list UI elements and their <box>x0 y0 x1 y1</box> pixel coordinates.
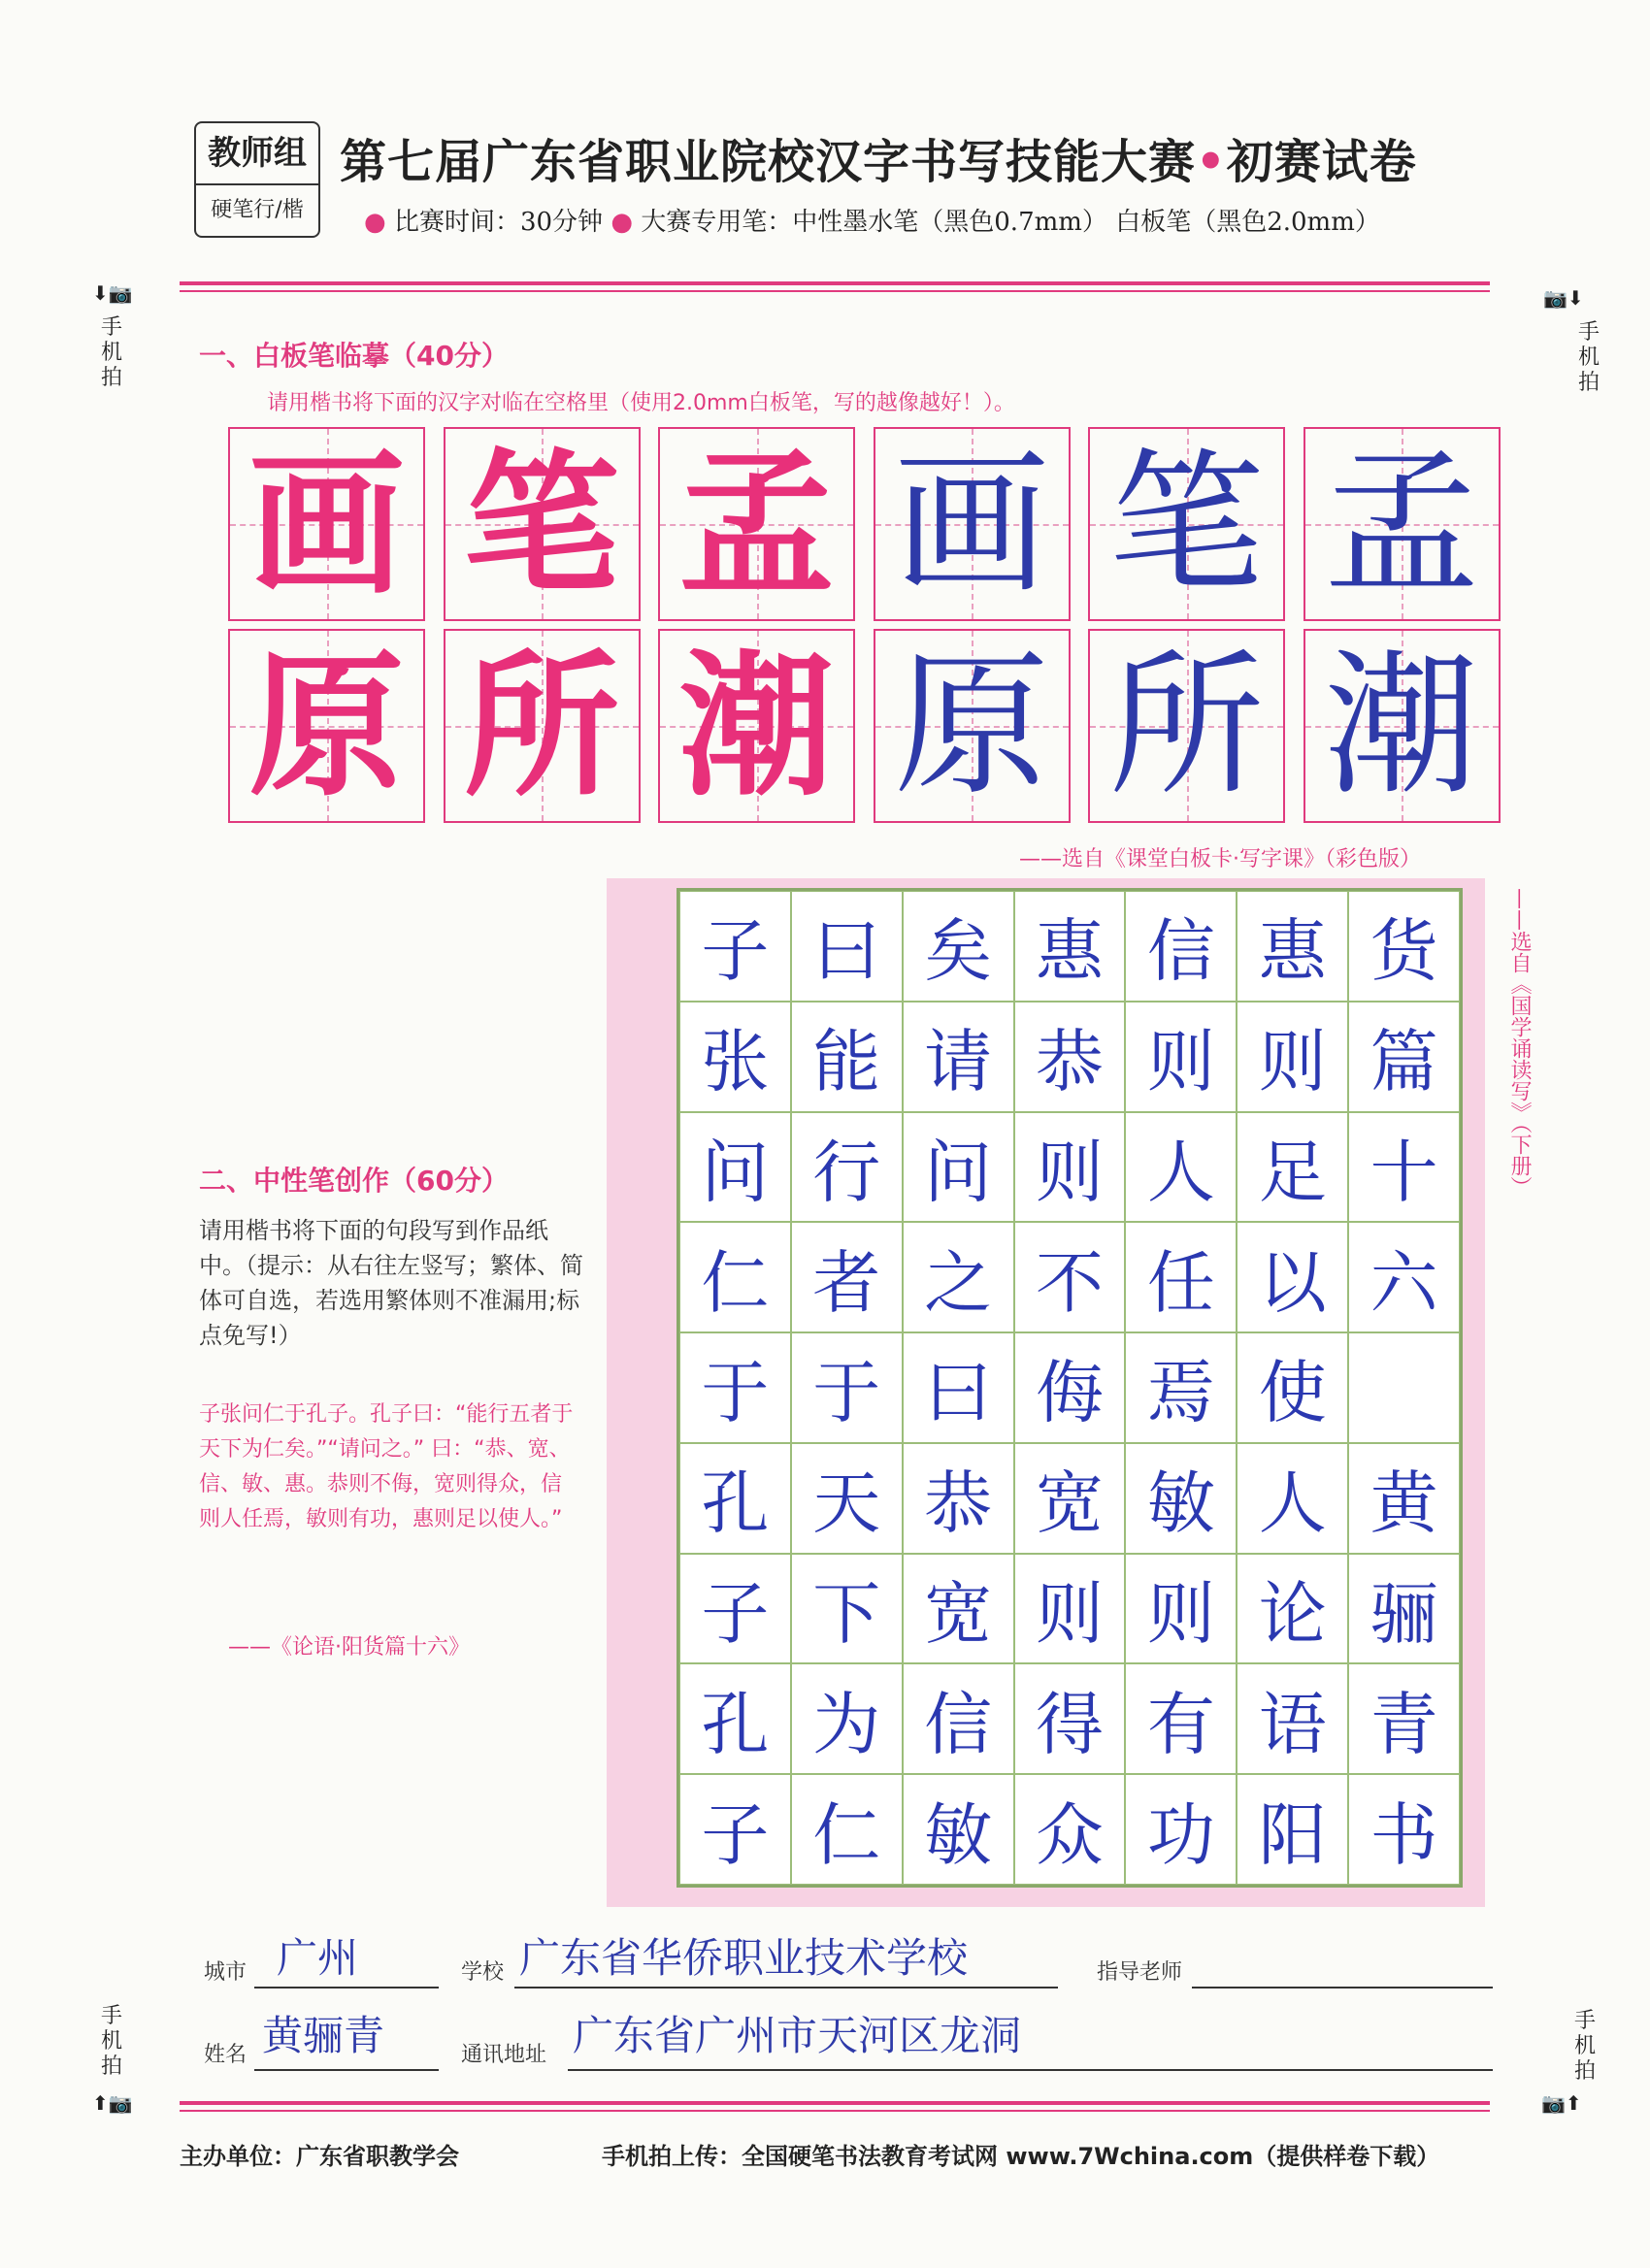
grid-cell[interactable]: 则 <box>1237 1002 1348 1112</box>
group-badge <box>194 121 320 238</box>
grid-cell[interactable]: 则 <box>1014 1112 1126 1223</box>
city-label: 城市 <box>204 1960 248 1985</box>
grid-cell[interactable]: 矣 <box>903 891 1014 1002</box>
name-underline <box>254 2069 439 2071</box>
grid-cell[interactable]: 则 <box>1125 1554 1237 1664</box>
grid-cell[interactable]: 仁 <box>791 1774 903 1885</box>
grid-cell[interactable]: 骊 <box>1348 1554 1460 1664</box>
school-underline <box>514 1987 1058 1989</box>
grid-cell[interactable]: 仁 <box>679 1222 791 1332</box>
grid-cell[interactable]: 人 <box>1125 1112 1237 1223</box>
grid-cell[interactable]: 阳 <box>1237 1774 1348 1885</box>
bullet-icon: ● <box>364 208 386 237</box>
grid-cell[interactable]: 焉 <box>1125 1332 1237 1443</box>
section2-instruction: 请用楷书将下面的句段写到作品纸中。（提示：从右往左竖写；繁体、简体可自选，若选用繁体则不准漏用;标点免写!） <box>199 1217 583 1349</box>
title-dot: • <box>1196 135 1227 189</box>
school-label: 学校 <box>461 1960 505 1985</box>
grid-cell[interactable]: 功 <box>1125 1774 1237 1885</box>
practice-char-cell[interactable] <box>1088 629 1285 823</box>
model-char-cell <box>658 629 855 823</box>
city-underline <box>254 1987 439 1989</box>
grid-cell[interactable]: 恭 <box>1014 1002 1126 1112</box>
name-field[interactable]: 黄骊青 <box>262 2012 385 2059</box>
side-label-bottom-right: 手机拍 <box>1573 2009 1596 2084</box>
grid-cell[interactable]: 问 <box>903 1112 1014 1223</box>
char: 原 <box>248 635 405 817</box>
camera-icon: ⬇📷 <box>92 281 133 305</box>
work-paper-grid <box>676 888 1463 1888</box>
exam-info <box>364 202 1380 238</box>
grid-cell[interactable]: 信 <box>1125 891 1237 1002</box>
grid-cell[interactable]: 书 <box>1348 1774 1460 1885</box>
grid-cell[interactable]: 信 <box>903 1663 1014 1774</box>
grid-cell[interactable]: 之 <box>903 1222 1014 1332</box>
time-info: 比赛时间：30分钟 <box>393 208 604 237</box>
grid-cell[interactable]: 请 <box>903 1002 1014 1112</box>
grid-cell[interactable]: 孔 <box>679 1663 791 1774</box>
grid-cell[interactable]: 任 <box>1125 1222 1237 1332</box>
school-field[interactable]: 广东省华侨职业技术学校 <box>519 1934 969 1982</box>
pen-info: 大赛专用笔：中性墨水笔（黑色0.7mm） 白板笔（黑色2.0mm） <box>641 208 1380 237</box>
model-char-cell <box>444 629 641 823</box>
side-label-top-right: 手机拍 <box>1577 320 1600 395</box>
practice-char-cell[interactable] <box>874 427 1071 621</box>
model-char-cell <box>658 427 855 621</box>
bullet-icon: ● <box>610 208 633 237</box>
char: 画 <box>248 433 405 615</box>
grid-cell[interactable]: 论 <box>1237 1554 1348 1664</box>
teacher-underline <box>1192 1987 1493 1989</box>
char: 所 <box>1108 635 1265 816</box>
city-field[interactable]: 广州 <box>277 1934 359 1982</box>
bottom-divider <box>180 2101 1490 2105</box>
passage-source: ——《论语·阳货篇十六》 <box>228 1635 470 1660</box>
grid-cell[interactable]: 侮 <box>1014 1332 1126 1443</box>
grid-cell[interactable]: 六 <box>1348 1222 1460 1332</box>
grid-cell[interactable]: 人 <box>1237 1443 1348 1554</box>
grid-cell[interactable]: 于 <box>679 1332 791 1443</box>
section1-source: ——选自《课堂白板卡·写字课》（彩色版） <box>1019 847 1421 871</box>
grid-cell[interactable]: 于 <box>791 1332 903 1443</box>
model-char-cell <box>228 629 425 823</box>
char: 孟 <box>678 433 835 615</box>
top-divider <box>180 281 1490 285</box>
section2-title: 二、中性笔创作（60分） <box>199 1165 509 1197</box>
grid-cell[interactable]: 使 <box>1237 1332 1348 1443</box>
grid-cell[interactable]: 有 <box>1125 1663 1237 1774</box>
grid-cell[interactable]: 足 <box>1237 1112 1348 1223</box>
grid-cell[interactable]: 能 <box>791 1002 903 1112</box>
grid-cell[interactable]: 不 <box>1014 1222 1126 1332</box>
teacher-label: 指导老师 <box>1097 1960 1183 1985</box>
grid-cell[interactable]: 青 <box>1348 1663 1460 1774</box>
grid-cell[interactable]: 语 <box>1237 1663 1348 1774</box>
grid-cell[interactable]: 为 <box>791 1663 903 1774</box>
char: 笔 <box>1108 433 1265 614</box>
address-underline <box>568 2069 1493 2071</box>
char: 笔 <box>463 433 619 615</box>
grid-cell[interactable]: 敏 <box>903 1774 1014 1885</box>
side-label-top-left: 手机拍 <box>100 315 122 390</box>
grid-cell[interactable]: 下 <box>791 1554 903 1664</box>
char: 所 <box>463 635 619 817</box>
grid-cell[interactable]: 子 <box>679 891 791 1002</box>
bottom-divider-thin <box>180 2110 1490 2112</box>
model-char-cell <box>228 427 425 621</box>
practice-char-cell[interactable] <box>1088 427 1285 621</box>
name-label: 姓名 <box>204 2043 248 2067</box>
grid-cell[interactable]: 十 <box>1348 1112 1460 1223</box>
grid-cell[interactable]: 惠 <box>1014 891 1126 1002</box>
grid-cell[interactable]: 子 <box>679 1774 791 1885</box>
grid-cell[interactable]: 篇 <box>1348 1002 1460 1112</box>
organizer-text: 主办单位：广东省职教学会 <box>180 2143 459 2170</box>
grid-cell[interactable]: 问 <box>679 1112 791 1223</box>
grid-cell[interactable]: 得 <box>1014 1663 1126 1774</box>
practice-char-cell[interactable] <box>1304 427 1501 621</box>
passage-text: 子张问仁于孔子。孔子曰：“能行五者于天下为仁矣。”“请问之。” 曰：“恭、宽、信、敏、惠。恭则不侮，宽则得众，信则人任焉，敏则有功，惠则足以使人。” <box>199 1402 574 1531</box>
grid-cell[interactable]: 则 <box>1125 1002 1237 1112</box>
grid-cell[interactable]: 孔 <box>679 1443 791 1554</box>
grid-cell[interactable]: 惠 <box>1237 891 1348 1002</box>
section1-title: 一、白板笔临摹（40分） <box>199 340 509 372</box>
char: 孟 <box>1323 433 1479 614</box>
grid-cell[interactable]: 天 <box>791 1443 903 1554</box>
side-label-bottom-left: 手机拍 <box>100 2004 122 2079</box>
title-sub: 初赛试卷 <box>1226 135 1417 189</box>
badge-group: 教师组 <box>196 123 318 185</box>
grid-cell[interactable]: 子 <box>679 1554 791 1664</box>
camera-icon: 📷⬇ <box>1543 286 1584 310</box>
grid-cell[interactable]: 敏 <box>1125 1443 1237 1554</box>
grid-cell[interactable] <box>1348 1332 1460 1443</box>
grid-cell[interactable]: 货 <box>1348 891 1460 1002</box>
char: 原 <box>893 635 1049 816</box>
grid-cell[interactable]: 曰 <box>791 891 903 1002</box>
vertical-source: ——选自《国学诵读写》（下册） <box>1507 888 1532 1198</box>
grid-cell[interactable]: 以 <box>1237 1222 1348 1332</box>
grid-cell[interactable]: 黄 <box>1348 1443 1460 1554</box>
upload-text: 手机拍上传：全国硬笔书法教育考试网 www.7Wchina.com（提供样卷下载） <box>602 2143 1440 2170</box>
char: 潮 <box>678 635 835 817</box>
address-field[interactable]: 广东省广州市天河区龙洞 <box>573 2012 1022 2059</box>
page-title <box>340 124 1417 191</box>
grid-cell[interactable]: 行 <box>791 1112 903 1223</box>
camera-icon: ⬆📷 <box>92 2091 133 2115</box>
grid-cell[interactable]: 曰 <box>903 1332 1014 1443</box>
top-divider-thin <box>180 290 1490 292</box>
grid-cell[interactable]: 众 <box>1014 1774 1126 1885</box>
practice-char-cell[interactable] <box>874 629 1071 823</box>
grid-cell[interactable]: 恭 <box>903 1443 1014 1554</box>
grid-cell[interactable]: 张 <box>679 1002 791 1112</box>
char: 画 <box>893 433 1049 614</box>
char: 潮 <box>1323 635 1479 816</box>
grid-cell[interactable]: 则 <box>1014 1554 1126 1664</box>
section1-instruction: 请用楷书将下面的汉字对临在空格里（使用2.0mm白板笔，写的越像越好！）。 <box>267 391 1015 415</box>
practice-char-cell[interactable] <box>1304 629 1501 823</box>
grid-cell[interactable]: 宽 <box>1014 1443 1126 1554</box>
model-char-cell <box>444 427 641 621</box>
badge-category: 硬笔行/楷 <box>211 198 304 222</box>
title-main: 第七届广东省职业院校汉字书写技能大赛 <box>340 135 1197 189</box>
camera-icon: 📷⬆ <box>1541 2091 1582 2115</box>
grid-cell[interactable]: 宽 <box>903 1554 1014 1664</box>
address-label: 通讯地址 <box>461 2043 547 2067</box>
grid-cell[interactable]: 者 <box>791 1222 903 1332</box>
